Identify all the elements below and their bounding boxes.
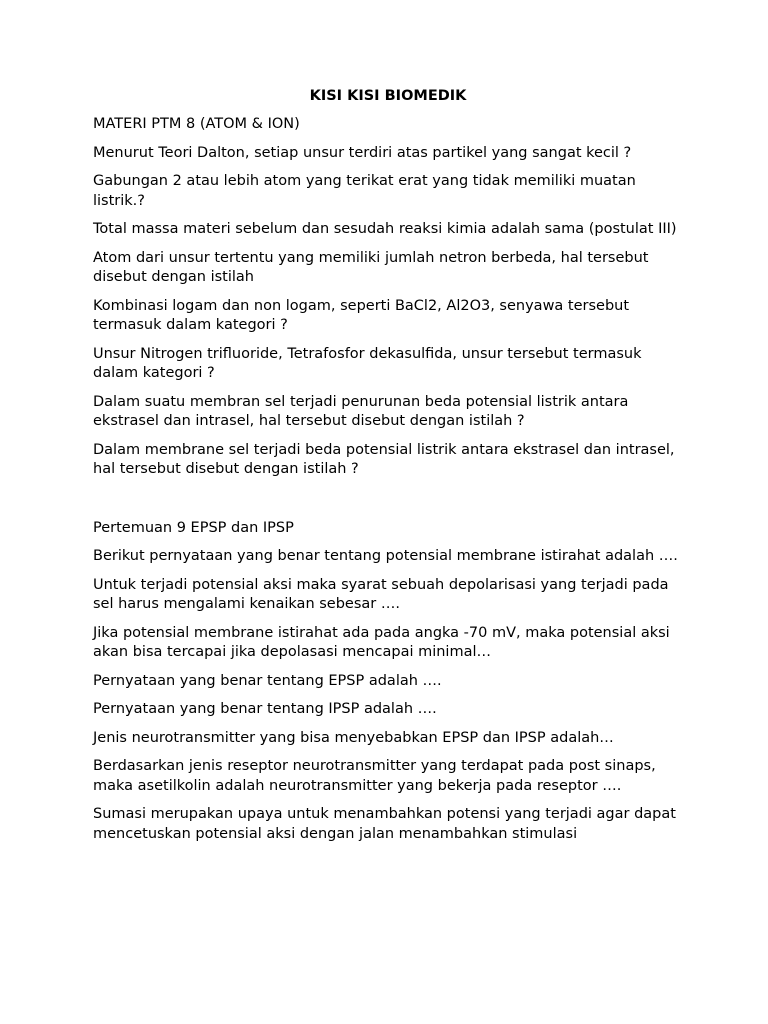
question-item: Pernyataan yang benar tentang IPSP adalah …. [93,701,437,717]
question-item: Menurut Teori Dalton, setiap unsur terdiri atas partikel yang sangat kecil ? [93,144,632,161]
question-item: Kombinasi logam dan non logam, seperti BaCl2, Al2O3, senyawa tersebut termasuk dalam kategori ? [93,297,630,333]
question-item: Jika potensial membrane istirahat ada pada angka -70 mV, maka potensial aksi akan bisa tercapai jika depolasasi mencapai minimal… [93,624,670,660]
question-item: Unsur Nitrogen trifluoride, Tetrafosfor dekasulfida, unsur tersebut termasuk dalam kategori ? [93,345,642,381]
question-item: Gabungan 2 atau lebih atom yang terikat erat yang tidak memiliki muatan listrik.? [93,173,636,209]
section-spacer [93,489,683,519]
question-item: Dalam membrane sel terjadi beda potensial listrik antara ekstrasel dan intrasel, hal tersebut disebut dengan istilah ? [93,441,675,477]
question-item: Sumasi merupakan upaya untuk menambahkan potensi yang terjadi agar dapat mencetuskan potensial aksi dengan jalan menambahkan stimulasi [93,806,676,842]
question-item: Dalam suatu membran sel terjadi penurunan beda potensial listrik antara ekstrasel dan intrasel, hal tersebut disebut dengan istilah ? [93,393,629,429]
document-title: KISI KISI BIOMEDIK [309,88,467,104]
question-item: Total massa materi sebelum dan sesudah reaksi kimia adalah sama (postulat III) [93,221,677,237]
question-item: Jenis neurotransmitter yang bisa menyebabkan EPSP dan IPSP adalah… [93,729,614,746]
question-item: Berdasarkan jenis reseptor neurotransmitter yang terdapat pada post sinaps, maka asetilkolin adalah neurotransmitter yang bekerja pada reseptor …. [93,758,656,794]
question-item: Pernyataan yang benar tentang EPSP adalah …. [93,672,442,689]
section-heading-pertemuan9: Pertemuan 9 EPSP dan IPSP [93,519,294,536]
question-item: Berikut pernyataan yang benar tentang potensial membrane istirahat adalah …. [93,548,678,564]
section-heading-ptm8: MATERI PTM 8 (ATOM & ION) [93,116,300,132]
question-item: Untuk terjadi potensial aksi maka syarat sebuah depolarisasi yang terjadi pada sel harus mengalami kenaikan sebesar …. [93,576,669,612]
document-body [93,86,683,853]
question-item: Atom dari unsur tertentu yang memiliki jumlah netron berbeda, hal tersebut disebut dengan istilah [93,249,649,285]
